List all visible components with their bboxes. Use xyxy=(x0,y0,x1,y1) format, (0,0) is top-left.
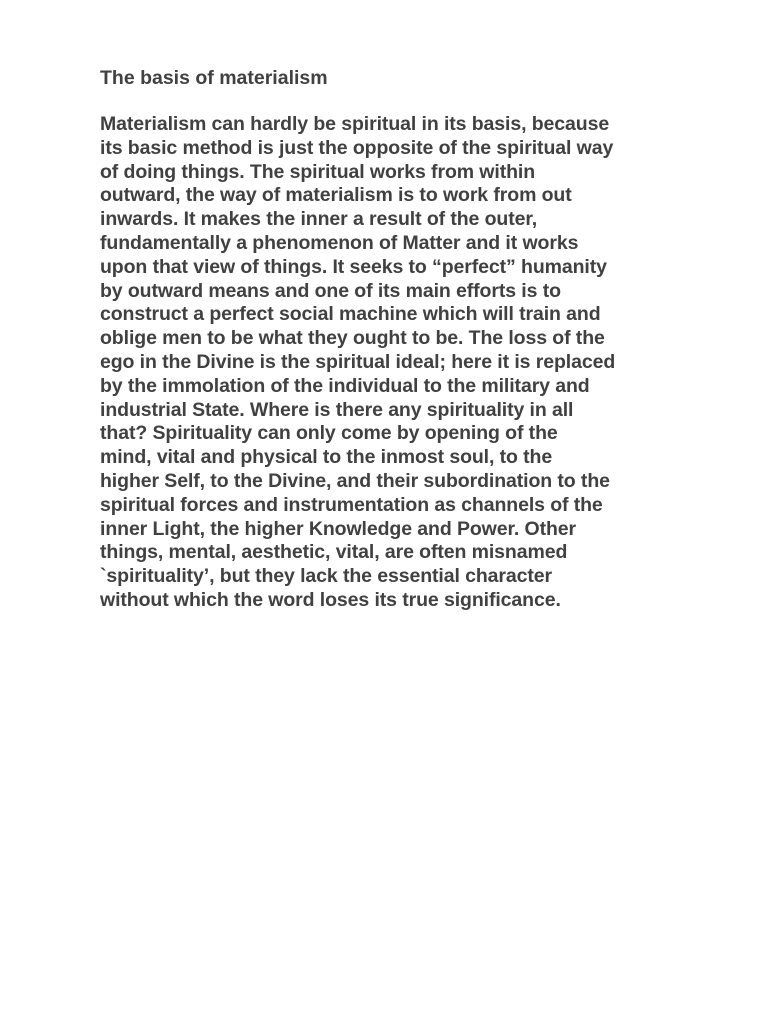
body-line: mind, vital and physical to the inmost soul, to the xyxy=(100,446,553,469)
body-line: that? Spirituality can only come by opening of the xyxy=(100,422,558,445)
body-line: higher Self, to the Divine, and their subordination to the xyxy=(100,469,610,492)
body-line: upon that view of things. It seeks to “perfect” humanity xyxy=(100,255,607,278)
body-line: by the immolation of the individual to the military and xyxy=(100,374,590,397)
document-body xyxy=(100,113,680,613)
body-line: by outward means and one of its main efforts is to xyxy=(100,279,561,302)
body-line: things, mental, aesthetic, vital, are often misnamed xyxy=(100,541,568,564)
body-line: industrial State. Where is there any spirituality in all xyxy=(100,398,574,421)
body-line: construct a perfect social machine which will train and xyxy=(100,303,601,326)
body-line: spiritual forces and instrumentation as channels of the xyxy=(100,493,603,516)
body-line: without which the word loses its true significance. xyxy=(100,588,561,611)
body-line: `spirituality’, but they lack the essential character xyxy=(100,565,553,588)
body-line: outward, the way of materialism is to work from out xyxy=(100,184,572,207)
body-line: Materialism can hardly be spiritual in its basis, because xyxy=(100,113,610,135)
body-line: inner Light, the higher Knowledge and Power. Other xyxy=(100,517,577,540)
document-page xyxy=(100,66,680,613)
document-title: The basis of materialism xyxy=(100,67,328,89)
body-line: fundamentally a phenomenon of Matter and it works xyxy=(100,231,579,254)
body-line: of doing things. The spiritual works from within xyxy=(100,160,536,183)
body-line: its basic method is just the opposite of the spiritual way xyxy=(100,136,614,159)
body-line: inwards. It makes the inner a result of the outer, xyxy=(100,208,538,231)
body-line: ego in the Divine is the spiritual ideal; here it is replaced xyxy=(100,350,616,373)
body-line: oblige men to be what they ought to be. The loss of the xyxy=(100,327,605,350)
